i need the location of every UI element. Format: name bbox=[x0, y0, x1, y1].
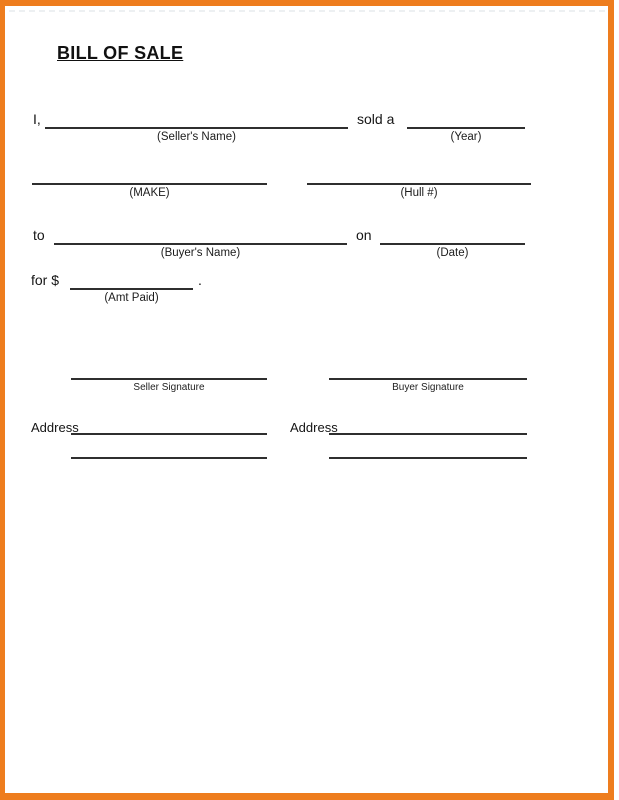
seller-name-field[interactable] bbox=[45, 112, 348, 129]
amount-line-period: . bbox=[198, 272, 202, 288]
faint-dashed-divider bbox=[9, 10, 605, 12]
buyer-signature-field[interactable] bbox=[329, 363, 527, 380]
page-title: BILL OF SALE bbox=[57, 43, 184, 63]
year-field[interactable] bbox=[407, 112, 525, 129]
buyer-name-field[interactable] bbox=[54, 228, 347, 245]
date-field[interactable] bbox=[380, 228, 525, 245]
make-field[interactable] bbox=[32, 168, 267, 185]
sold-a-text: sold a bbox=[357, 111, 395, 127]
buyer-line-prefix: to bbox=[33, 227, 45, 243]
buyer-signature-label: Buyer Signature bbox=[392, 382, 464, 393]
amount-paid-field[interactable] bbox=[70, 273, 193, 290]
buyer-address-line2-field[interactable] bbox=[329, 442, 527, 459]
buyer-name-label: (Buyer's Name) bbox=[160, 247, 241, 259]
buyer-address-label: Address bbox=[290, 420, 338, 435]
amount-paid-label: (Amt Paid) bbox=[104, 292, 159, 304]
seller-address-line2-field[interactable] bbox=[71, 442, 267, 459]
buyer-address-field[interactable] bbox=[329, 418, 527, 435]
seller-signature-label: Seller Signature bbox=[133, 382, 205, 393]
make-label: (MAKE) bbox=[129, 187, 170, 199]
seller-name-label: (Seller's Name) bbox=[157, 131, 236, 143]
seller-address-field[interactable] bbox=[71, 418, 267, 435]
seller-address-label: Address bbox=[31, 420, 79, 435]
date-label: (Date) bbox=[436, 247, 469, 259]
year-label: (Year) bbox=[450, 131, 482, 143]
hull-number-label: (Hull #) bbox=[400, 187, 438, 199]
amount-line-prefix: for $ bbox=[31, 272, 60, 288]
seller-line-prefix: I, bbox=[33, 111, 41, 127]
hull-number-field[interactable] bbox=[307, 168, 531, 185]
on-text: on bbox=[356, 227, 372, 243]
seller-signature-field[interactable] bbox=[71, 363, 267, 380]
